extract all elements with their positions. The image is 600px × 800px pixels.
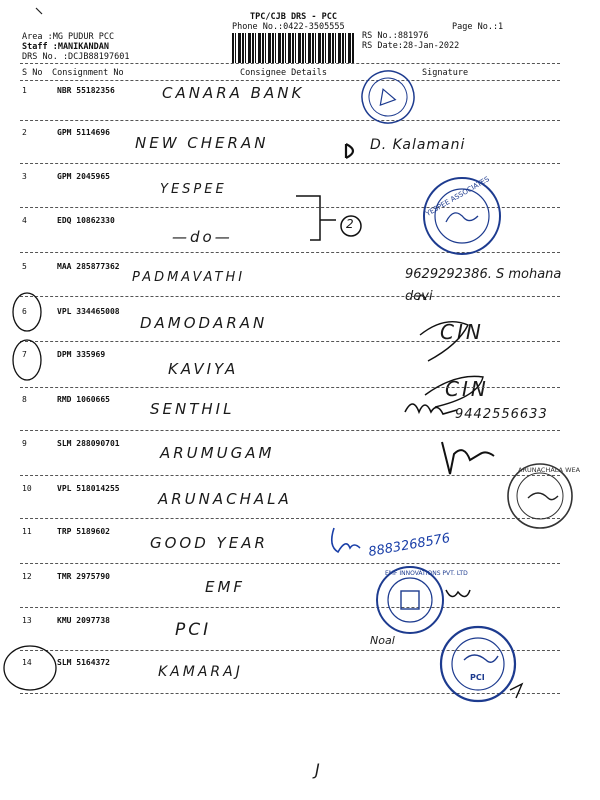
- staff-label: Staff :MANIKANDAN: [22, 42, 109, 52]
- arunachala-stamp: [508, 464, 581, 528]
- row-consignment: GPM 2045965: [57, 172, 110, 181]
- row-consignee: ARUMUGAM: [160, 444, 275, 462]
- row-sno: 6: [22, 307, 27, 316]
- row-consignment: TMR 2975790: [57, 572, 110, 581]
- signature-stroke: [510, 684, 522, 698]
- page-number: Page No.:1: [452, 22, 504, 32]
- row-consignment: TRP 5189602: [57, 527, 110, 536]
- row-consignee: ARUNACHALA: [158, 490, 292, 508]
- circled-number: [341, 216, 361, 236]
- row-consignee: NEW CHERAN: [135, 134, 269, 152]
- row-consignee: DAMODARAN: [140, 314, 268, 332]
- row-consignment: RMD 1060665: [57, 395, 110, 404]
- row-consignment: MAA 285877362: [57, 262, 120, 271]
- row-sno: 14: [22, 658, 32, 667]
- signature-stroke: [332, 528, 360, 552]
- row-signature: CIN: [445, 377, 489, 401]
- row-consignment: EDQ 10862330: [57, 216, 115, 225]
- signature-stroke: [420, 322, 468, 361]
- row-sno: 7: [22, 350, 27, 359]
- row-sno: 10: [22, 484, 32, 493]
- rs-number: RS No.:881976: [362, 31, 429, 41]
- row-consignee: PCI: [175, 620, 212, 640]
- signature-stroke: [442, 442, 494, 474]
- tick-mark: [36, 8, 42, 14]
- row-consignee: SENTHIL: [150, 400, 235, 418]
- row-consignment: NBR 55182356: [57, 86, 115, 95]
- row-consignee: EMF: [205, 578, 246, 596]
- row-consignment: KMU 2097738: [57, 616, 110, 625]
- row-signature: 9629292386. S mohana devi: [405, 267, 562, 304]
- signature-initial: [346, 144, 353, 158]
- row-consignee: KAMARAJ: [158, 664, 243, 680]
- row-sno: 1: [22, 86, 27, 95]
- bracket-mark: [296, 196, 336, 240]
- row-consignee: —do—: [172, 228, 233, 246]
- signature-stroke: [418, 295, 426, 300]
- circled-row-number: [13, 340, 41, 380]
- emf-innovations-stamp: [377, 567, 468, 633]
- phone-number: Phone No.:0422-3505555: [232, 22, 345, 32]
- row-signature: Noal: [370, 634, 395, 647]
- row-consignment: VPL 334465008: [57, 307, 120, 316]
- round-stamp: [355, 64, 422, 131]
- stamp-text: ARUNACHALA WEA: [518, 466, 581, 474]
- pci-stamp: [441, 627, 515, 701]
- row-sno: 4: [22, 216, 27, 225]
- row-consignee: CANARA BANK: [162, 84, 305, 102]
- col-sno: S No: [22, 68, 43, 78]
- signature-stroke: [446, 590, 470, 597]
- row-consignment: SLM 5164372: [57, 658, 110, 667]
- document-title: TPC/CJB DRS - PCC: [250, 12, 337, 22]
- row-consignee: KAVIYA: [168, 360, 239, 378]
- row-signature: CIN: [440, 320, 484, 344]
- row-consignment: VPL 518014255: [57, 484, 120, 493]
- col-signature: Signature: [422, 68, 469, 78]
- col-consignee: Consignee Details: [240, 68, 327, 78]
- row-consignment: DPM 335969: [57, 350, 106, 359]
- col-consignment: Consignment No: [52, 68, 124, 78]
- row-signature: 2: [346, 217, 354, 231]
- row-sno: 11: [22, 527, 32, 536]
- drs-number: DRS No. :DCJB88197601: [22, 52, 130, 62]
- row-sno: 12: [22, 572, 32, 581]
- row-sno: 9: [22, 439, 27, 448]
- circled-row-number: [13, 293, 41, 331]
- row-signature: D. Kalamani: [370, 137, 466, 153]
- row-signature: 8883268576: [367, 530, 452, 561]
- row-sno: 8: [22, 395, 27, 404]
- signature-stroke: [425, 376, 483, 407]
- stamp-text: PCI: [470, 673, 485, 682]
- row-sno: 2: [22, 128, 27, 137]
- signature-stroke: [405, 404, 457, 414]
- row-sno: 5: [22, 262, 27, 271]
- row-consignment: GPM 5114696: [57, 128, 110, 137]
- area-label: Area :MG PUDUR PCC: [22, 32, 115, 42]
- row-consignee: YESPEE: [160, 182, 227, 197]
- yespee-associates-stamp: [424, 175, 500, 254]
- rs-date: RS Date:28-Jan-2022: [362, 41, 460, 51]
- row-consignee: PADMAVATHI: [132, 270, 246, 285]
- footer-mark: J: [315, 760, 323, 779]
- row-consignee: GOOD YEAR: [150, 534, 268, 552]
- stamp-text: EMF INNOVATIONS PVT. LTD: [385, 570, 468, 577]
- row-signature: 9442556633: [455, 407, 548, 422]
- row-sno: 3: [22, 172, 27, 181]
- circled-row-number: [4, 646, 56, 690]
- row-consignment: SLM 288090701: [57, 439, 120, 448]
- row-sno: 13: [22, 616, 32, 625]
- stamp-text: YESPEE ASSOCIATES: [424, 175, 491, 219]
